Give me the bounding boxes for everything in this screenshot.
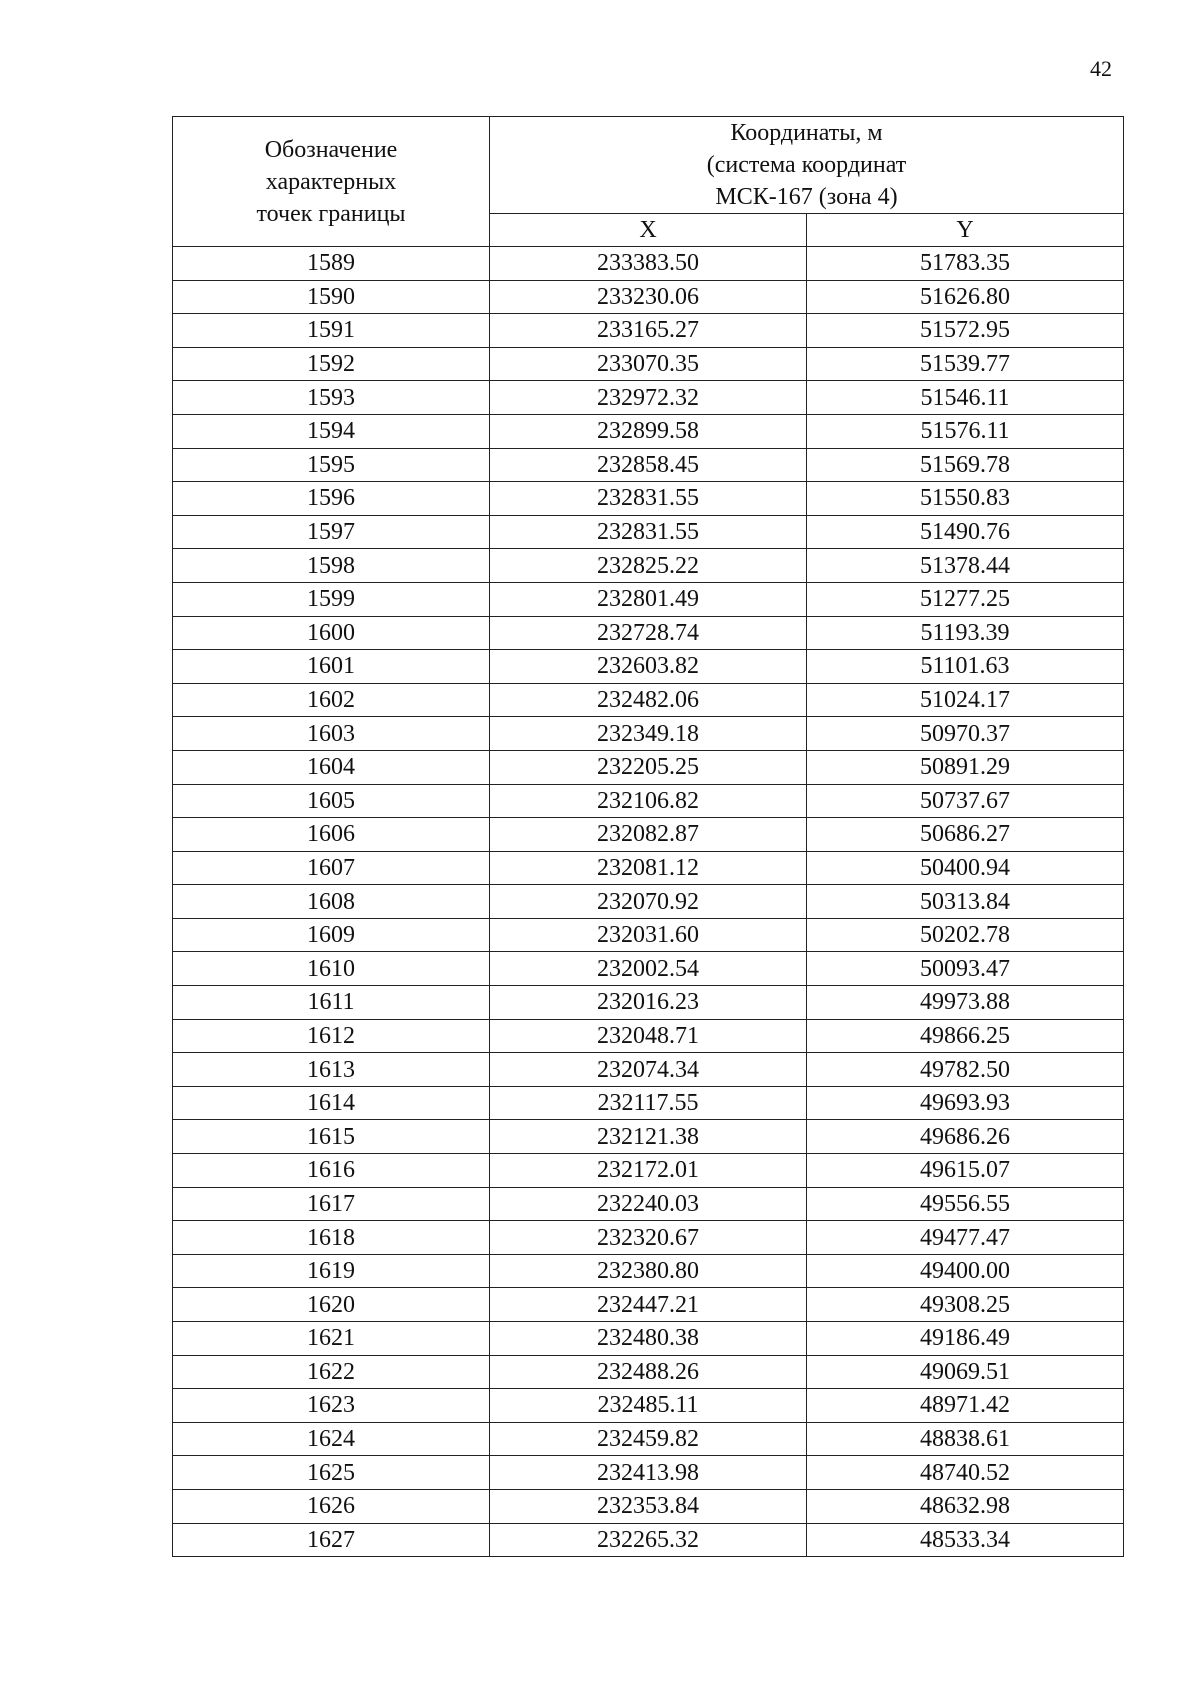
coordinates-table bbox=[172, 116, 1124, 1557]
x-coordinate-cell: 233230.06 bbox=[490, 280, 807, 314]
y-coordinate-cell: 50202.78 bbox=[807, 918, 1124, 952]
table-row bbox=[173, 1120, 1124, 1154]
x-coordinate-cell: 232349.18 bbox=[490, 717, 807, 751]
point-id-cell: 1611 bbox=[173, 986, 490, 1020]
point-id-cell: 1624 bbox=[173, 1422, 490, 1456]
x-coordinate-cell: 232831.55 bbox=[490, 515, 807, 549]
table-body bbox=[173, 247, 1124, 1557]
table-row bbox=[173, 381, 1124, 415]
x-coordinate-cell: 232485.11 bbox=[490, 1389, 807, 1423]
table-row bbox=[173, 1288, 1124, 1322]
table-row bbox=[173, 1254, 1124, 1288]
y-coordinate-cell: 51539.77 bbox=[807, 347, 1124, 381]
y-coordinate-cell: 51576.11 bbox=[807, 414, 1124, 448]
y-coordinate-cell: 51783.35 bbox=[807, 247, 1124, 281]
table-row bbox=[173, 1154, 1124, 1188]
point-id-cell: 1589 bbox=[173, 247, 490, 281]
y-coordinate-cell: 49615.07 bbox=[807, 1154, 1124, 1188]
table-row bbox=[173, 717, 1124, 751]
table-row bbox=[173, 1389, 1124, 1423]
point-id-cell: 1627 bbox=[173, 1523, 490, 1557]
x-coordinate-cell: 232121.38 bbox=[490, 1120, 807, 1154]
x-coordinate-cell: 232801.49 bbox=[490, 582, 807, 616]
table-row bbox=[173, 1355, 1124, 1389]
table-row bbox=[173, 784, 1124, 818]
point-id-cell: 1608 bbox=[173, 885, 490, 919]
table-row bbox=[173, 347, 1124, 381]
y-coordinate-cell: 50891.29 bbox=[807, 750, 1124, 784]
y-coordinate-cell: 51550.83 bbox=[807, 482, 1124, 516]
x-coordinate-cell: 232016.23 bbox=[490, 986, 807, 1020]
y-coordinate-cell: 51572.95 bbox=[807, 314, 1124, 348]
x-coordinate-cell: 232972.32 bbox=[490, 381, 807, 415]
table-row bbox=[173, 582, 1124, 616]
x-coordinate-cell: 232413.98 bbox=[490, 1456, 807, 1490]
y-coordinate-cell: 51378.44 bbox=[807, 549, 1124, 583]
point-id-cell: 1599 bbox=[173, 582, 490, 616]
x-coordinate-cell: 232899.58 bbox=[490, 414, 807, 448]
table-row bbox=[173, 1221, 1124, 1255]
y-coordinate-cell: 49556.55 bbox=[807, 1187, 1124, 1221]
point-id-cell: 1625 bbox=[173, 1456, 490, 1490]
y-coordinate-cell: 49069.51 bbox=[807, 1355, 1124, 1389]
point-id-cell: 1612 bbox=[173, 1019, 490, 1053]
x-coordinate-cell: 232265.32 bbox=[490, 1523, 807, 1557]
x-coordinate-cell: 232603.82 bbox=[490, 650, 807, 684]
x-coordinate-cell: 232205.25 bbox=[490, 750, 807, 784]
x-coordinate-cell: 232728.74 bbox=[490, 616, 807, 650]
y-coordinate-cell: 50970.37 bbox=[807, 717, 1124, 751]
y-coordinate-cell: 48838.61 bbox=[807, 1422, 1124, 1456]
table-row bbox=[173, 1456, 1124, 1490]
y-coordinate-cell: 49400.00 bbox=[807, 1254, 1124, 1288]
table-row bbox=[173, 818, 1124, 852]
x-coordinate-cell: 232106.82 bbox=[490, 784, 807, 818]
x-coordinate-cell: 232002.54 bbox=[490, 952, 807, 986]
x-coordinate-cell: 232825.22 bbox=[490, 549, 807, 583]
table-row bbox=[173, 885, 1124, 919]
y-coordinate-cell: 49477.47 bbox=[807, 1221, 1124, 1255]
point-id-cell: 1615 bbox=[173, 1120, 490, 1154]
point-id-cell: 1600 bbox=[173, 616, 490, 650]
table-row bbox=[173, 482, 1124, 516]
y-coordinate-cell: 51490.76 bbox=[807, 515, 1124, 549]
table-row bbox=[173, 952, 1124, 986]
y-coordinate-cell: 51101.63 bbox=[807, 650, 1124, 684]
table-row bbox=[173, 918, 1124, 952]
y-coordinate-cell: 49973.88 bbox=[807, 986, 1124, 1020]
y-coordinate-cell: 49693.93 bbox=[807, 1086, 1124, 1120]
y-coordinate-cell: 51546.11 bbox=[807, 381, 1124, 415]
point-id-cell: 1593 bbox=[173, 381, 490, 415]
y-coordinate-cell: 48971.42 bbox=[807, 1389, 1124, 1423]
table-row bbox=[173, 515, 1124, 549]
x-coordinate-cell: 232082.87 bbox=[490, 818, 807, 852]
table-row bbox=[173, 1019, 1124, 1053]
point-id-cell: 1626 bbox=[173, 1489, 490, 1523]
point-id-cell: 1590 bbox=[173, 280, 490, 314]
y-coordinate-cell: 50313.84 bbox=[807, 885, 1124, 919]
point-id-cell: 1595 bbox=[173, 448, 490, 482]
x-coordinate-cell: 232480.38 bbox=[490, 1322, 807, 1356]
x-coordinate-cell: 232117.55 bbox=[490, 1086, 807, 1120]
point-id-cell: 1616 bbox=[173, 1154, 490, 1188]
y-coordinate-cell: 51277.25 bbox=[807, 582, 1124, 616]
y-coordinate-cell: 51569.78 bbox=[807, 448, 1124, 482]
point-id-cell: 1619 bbox=[173, 1254, 490, 1288]
point-id-cell: 1617 bbox=[173, 1187, 490, 1221]
point-id-cell: 1618 bbox=[173, 1221, 490, 1255]
table-row bbox=[173, 448, 1124, 482]
point-id-cell: 1592 bbox=[173, 347, 490, 381]
y-coordinate-cell: 48533.34 bbox=[807, 1523, 1124, 1557]
y-column-header: Y bbox=[807, 214, 1124, 247]
x-coordinate-cell: 232488.26 bbox=[490, 1355, 807, 1389]
x-coordinate-cell: 232048.71 bbox=[490, 1019, 807, 1053]
table-row bbox=[173, 1322, 1124, 1356]
table-row bbox=[173, 986, 1124, 1020]
x-coordinate-cell: 232459.82 bbox=[490, 1422, 807, 1456]
table-row bbox=[173, 683, 1124, 717]
x-coordinate-cell: 232240.03 bbox=[490, 1187, 807, 1221]
table-row bbox=[173, 414, 1124, 448]
y-coordinate-cell: 50737.67 bbox=[807, 784, 1124, 818]
y-coordinate-cell: 49186.49 bbox=[807, 1322, 1124, 1356]
point-id-cell: 1603 bbox=[173, 717, 490, 751]
x-coordinate-cell: 232320.67 bbox=[490, 1221, 807, 1255]
x-coordinate-cell: 233165.27 bbox=[490, 314, 807, 348]
x-coordinate-cell: 232081.12 bbox=[490, 851, 807, 885]
x-coordinate-cell: 232031.60 bbox=[490, 918, 807, 952]
point-id-cell: 1613 bbox=[173, 1053, 490, 1087]
table-row bbox=[173, 750, 1124, 784]
x-coordinate-cell: 233383.50 bbox=[490, 247, 807, 281]
table-row bbox=[173, 280, 1124, 314]
x-column-header: X bbox=[490, 214, 807, 247]
table-header bbox=[173, 117, 1124, 247]
table-row bbox=[173, 851, 1124, 885]
point-id-cell: 1598 bbox=[173, 549, 490, 583]
y-coordinate-cell: 49866.25 bbox=[807, 1019, 1124, 1053]
point-id-cell: 1601 bbox=[173, 650, 490, 684]
point-id-cell: 1607 bbox=[173, 851, 490, 885]
table-row bbox=[173, 1187, 1124, 1221]
x-coordinate-cell: 232074.34 bbox=[490, 1053, 807, 1087]
point-id-cell: 1591 bbox=[173, 314, 490, 348]
point-id-cell: 1606 bbox=[173, 818, 490, 852]
y-coordinate-cell: 51024.17 bbox=[807, 683, 1124, 717]
y-coordinate-cell: 51626.80 bbox=[807, 280, 1124, 314]
point-id-cell: 1610 bbox=[173, 952, 490, 986]
y-coordinate-cell: 49686.26 bbox=[807, 1120, 1124, 1154]
point-id-cell: 1594 bbox=[173, 414, 490, 448]
y-coordinate-cell: 51193.39 bbox=[807, 616, 1124, 650]
table-row bbox=[173, 1086, 1124, 1120]
table-row bbox=[173, 247, 1124, 281]
table-row bbox=[173, 1053, 1124, 1087]
x-coordinate-cell: 232831.55 bbox=[490, 482, 807, 516]
x-coordinate-cell: 232380.80 bbox=[490, 1254, 807, 1288]
table-row bbox=[173, 616, 1124, 650]
x-coordinate-cell: 232172.01 bbox=[490, 1154, 807, 1188]
x-coordinate-cell: 232070.92 bbox=[490, 885, 807, 919]
table-row bbox=[173, 1523, 1124, 1557]
point-id-cell: 1614 bbox=[173, 1086, 490, 1120]
point-id-cell: 1621 bbox=[173, 1322, 490, 1356]
point-id-cell: 1597 bbox=[173, 515, 490, 549]
x-coordinate-cell: 232447.21 bbox=[490, 1288, 807, 1322]
x-coordinate-cell: 232482.06 bbox=[490, 683, 807, 717]
page-number: 42 bbox=[1090, 56, 1112, 81]
coordinates-header: Координаты, м (система координат МСК-167 (зона 4) bbox=[490, 117, 1124, 214]
y-coordinate-cell: 49782.50 bbox=[807, 1053, 1124, 1087]
x-coordinate-cell: 232858.45 bbox=[490, 448, 807, 482]
point-id-cell: 1623 bbox=[173, 1389, 490, 1423]
point-id-cell: 1604 bbox=[173, 750, 490, 784]
point-id-cell: 1602 bbox=[173, 683, 490, 717]
point-id-cell: 1596 bbox=[173, 482, 490, 516]
y-coordinate-cell: 48740.52 bbox=[807, 1456, 1124, 1490]
x-coordinate-cell: 232353.84 bbox=[490, 1489, 807, 1523]
y-coordinate-cell: 49308.25 bbox=[807, 1288, 1124, 1322]
table-row bbox=[173, 1422, 1124, 1456]
point-designation-header: Обозначение характерных точек границы bbox=[173, 117, 490, 247]
point-id-cell: 1620 bbox=[173, 1288, 490, 1322]
table-row bbox=[173, 1489, 1124, 1523]
table-row bbox=[173, 314, 1124, 348]
table-row bbox=[173, 549, 1124, 583]
point-id-cell: 1605 bbox=[173, 784, 490, 818]
y-coordinate-cell: 50400.94 bbox=[807, 851, 1124, 885]
x-coordinate-cell: 233070.35 bbox=[490, 347, 807, 381]
point-id-cell: 1609 bbox=[173, 918, 490, 952]
y-coordinate-cell: 48632.98 bbox=[807, 1489, 1124, 1523]
y-coordinate-cell: 50093.47 bbox=[807, 952, 1124, 986]
point-id-cell: 1622 bbox=[173, 1355, 490, 1389]
y-coordinate-cell: 50686.27 bbox=[807, 818, 1124, 852]
table-row bbox=[173, 650, 1124, 684]
